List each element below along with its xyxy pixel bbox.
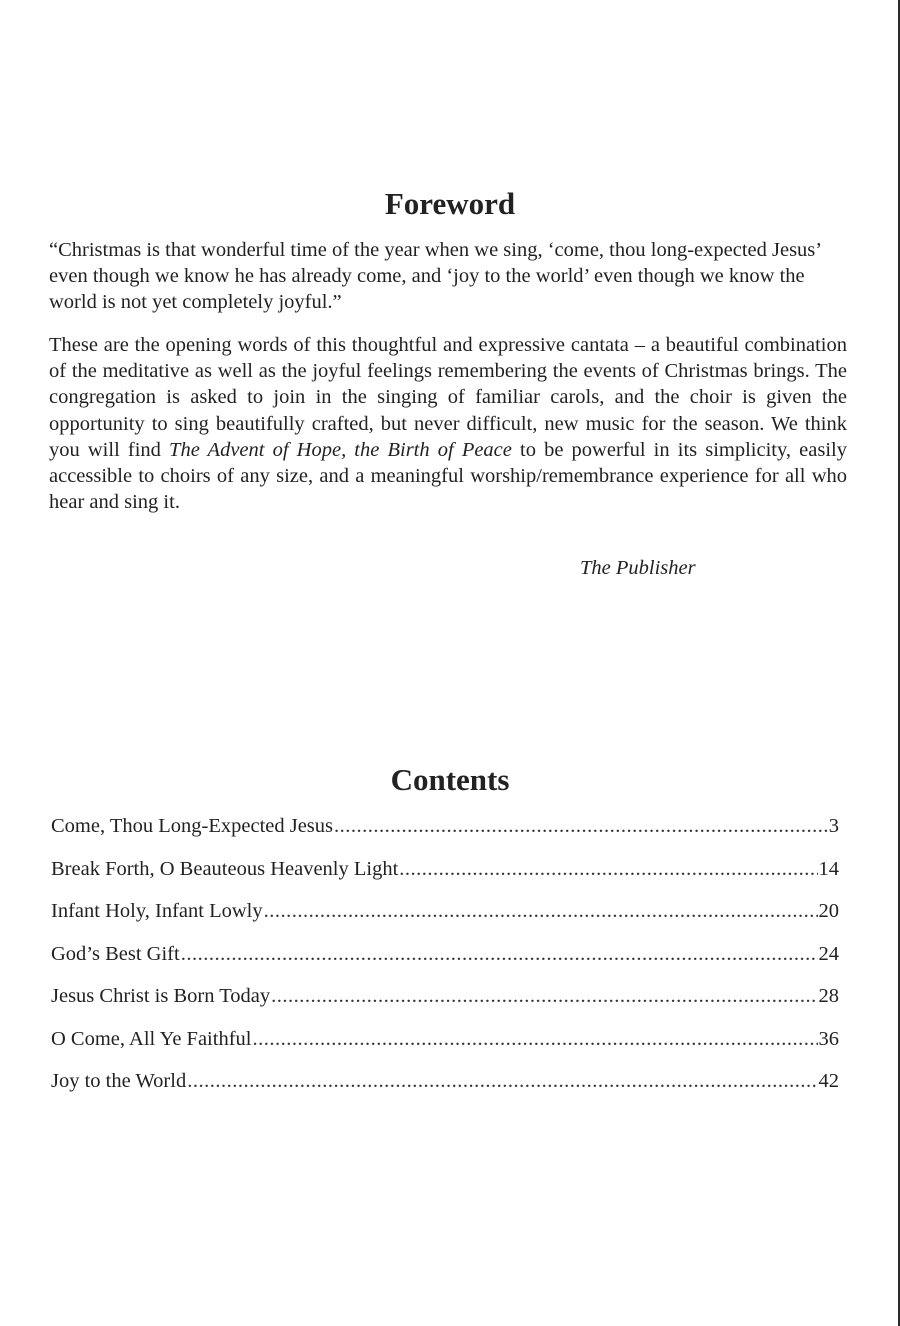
toc-entry	[51, 856, 839, 899]
toc-dot-leader	[264, 898, 818, 924]
foreword-body-after: to be powerful in its simplicity, easily accessible to choirs of any size, and a meaningful worship/remembrance experience for all who hear and sing it.	[49, 438, 847, 514]
foreword-quote: “Christmas is that wonderful time of the year when we sing, ‘come, thou long-expected Jesus’ even though we know he has already come, and ‘joy to the world’ even though we know the world is not yet completely joyful.”	[49, 239, 821, 314]
cantata-title: The Advent of Hope, the Birth of Peace	[169, 438, 512, 461]
foreword-title: Foreword	[384, 186, 516, 221]
toc-entry-title: Infant Holy, Infant Lowly	[51, 900, 263, 922]
toc-entry-page: 42	[818, 1070, 839, 1092]
toc-entry-page: 3	[828, 815, 839, 837]
toc-entry	[51, 813, 839, 856]
table-of-contents	[51, 813, 839, 1111]
toc-entry-page: 36	[818, 1027, 839, 1050]
toc-dot-leader	[334, 813, 828, 839]
toc-entry-title: Jesus Christ is Born Today	[51, 985, 271, 1007]
foreword-body	[49, 332, 847, 515]
toc-entry	[51, 983, 839, 1026]
toc-entry-page: 14	[818, 857, 839, 880]
toc-entry-title: God’s Best Gift	[51, 942, 180, 965]
toc-entry-title: Come, Thou Long-Expected Jesus	[51, 815, 334, 837]
foreword-signature: The Publisher	[580, 557, 696, 579]
toc-entry	[51, 1026, 839, 1069]
toc-dot-leader	[181, 941, 818, 967]
toc-entry-page: 28	[818, 985, 839, 1007]
toc-entry-title: O Come, All Ye Faithful	[51, 1027, 252, 1050]
toc-entry-page: 20	[818, 900, 839, 922]
contents-title: Contents	[390, 762, 510, 797]
toc-entry	[51, 941, 839, 984]
foreword-body-before: These are the opening words of this thoughtful and expressive cantata – a beautiful combination of the meditative as well as the joyful feelings remembering the events of Christmas brings. The congregation is asked to join in the singing of familiar carols, and the choir is given the opportunity to sing beautifully crafted, but never difficult, new music for the season. We think you will find	[49, 334, 847, 461]
toc-entry-title: Break Forth, O Beauteous Heavenly Light	[51, 857, 399, 880]
toc-entry-title: Joy to the World	[51, 1070, 187, 1092]
toc-dot-leader	[252, 1026, 817, 1052]
toc-dot-leader	[187, 1068, 817, 1094]
toc-dot-leader	[399, 856, 817, 882]
toc-entry-page: 24	[818, 942, 839, 965]
toc-entry	[51, 1068, 839, 1111]
toc-entry	[51, 898, 839, 941]
toc-dot-leader	[271, 983, 817, 1009]
